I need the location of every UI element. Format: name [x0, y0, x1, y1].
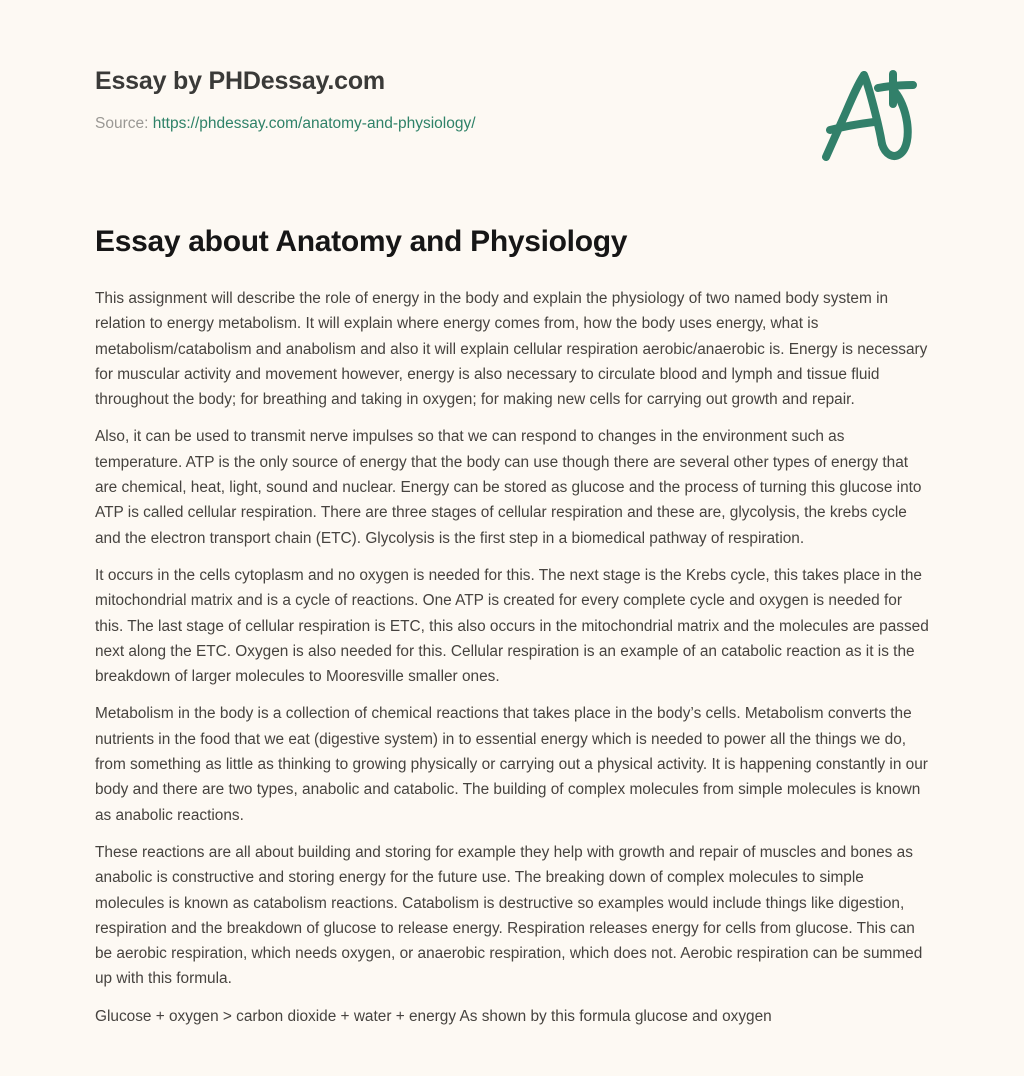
page-title: Essay about Anatomy and Physiology	[95, 225, 628, 258]
source-url-link[interactable]: https://phdessay.com/anatomy-and-physiology/	[152, 114, 476, 132]
article-body	[0, 260, 1024, 1029]
paragraph: These reactions are all about building and storing for example they help with growth and repair of muscles and bones as anabolic is constructive and storing energy for the future use. The breaking down of complex molecules to simple molecules is known as catabolism reactions. Catabolism is destructive so examples would include things like digestion, respiration and the breakdown of glucose to release energy. Respiration releases energy for cells from glucose. This can be aerobic respiration, which needs oxygen, or anaerobic respiration, which does not. Aerobic respiration can be summed up with this formula.	[95, 843, 923, 988]
document-header	[0, 0, 1024, 166]
source-line	[95, 115, 476, 134]
paragraph: It occurs in the cells cytoplasm and no oxygen is needed for this. The next stage is the Krebs cycle, this takes place in the mitochondrial matrix and is a cycle of reactions. One ATP is created for every complete cycle and oxygen is needed for this. The last stage of cellular respiration is ETC, this also occurs in the mitochondrial matrix and the molecules are passed next along the ETC. Oxygen is also needed for this. Cellular respiration is an example of an catabolic reaction as it is the breakdown of larger molecules to Mooresville smaller ones.	[95, 566, 929, 686]
paragraph: Metabolism in the body is a collection of chemical reactions that takes place in the body’s cells. Metabolism converts the nutrients in the food that we eat (digestive system) in to essential energy which is needed to power all the things we do, from something as little as thinking to growing physically or carrying out a physical activity. It is happening constantly in our body and there are two types, anabolic and catabolic. The building of complex molecules from simple molecules is known as anabolic reactions.	[95, 705, 928, 824]
phdessay-a-plus-logo-icon	[814, 62, 924, 166]
a-plus-logo-svg	[814, 62, 924, 166]
paragraph: Also, it can be used to transmit nerve impulses so that we can respond to changes in the environment such as temperature. ATP is the only source of energy that the body can use though there are several other types of energy that are chemical, heat, light, sound and nuclear. Energy can be stored as glucose and the process of turning this glucose into ATP is called cellular respiration. There are three stages of cellular respiration and these are, glycolysis, the krebs cycle and the electron transport chain (ETC). Glycolysis is the first step in a biomedical pathway of respiration.	[95, 428, 922, 547]
paragraph: Glucose + oxygen > carbon dioxide + water + energy As shown by this formula glucose and oxygen	[95, 1007, 772, 1025]
paragraph: This assignment will describe the role of energy in the body and explain the physiology of two named body system in relation to energy metabolism. It will explain where energy comes from, how the body uses energy, what is metabolism/catabolism and anabolism and also it will explain cellular respiration aerobic/anaerobic is. Energy is necessary for muscular activity and movement however, energy is also necessary to circulate blood and lymph and tissue fluid throughout the body; for breathing and taking in oxygen; for making new cells for carrying out growth and repair.	[95, 290, 928, 409]
brand-title: Essay by PHDessay.com	[95, 67, 385, 95]
header-left-block	[95, 68, 476, 133]
source-label: Source:	[95, 114, 149, 132]
